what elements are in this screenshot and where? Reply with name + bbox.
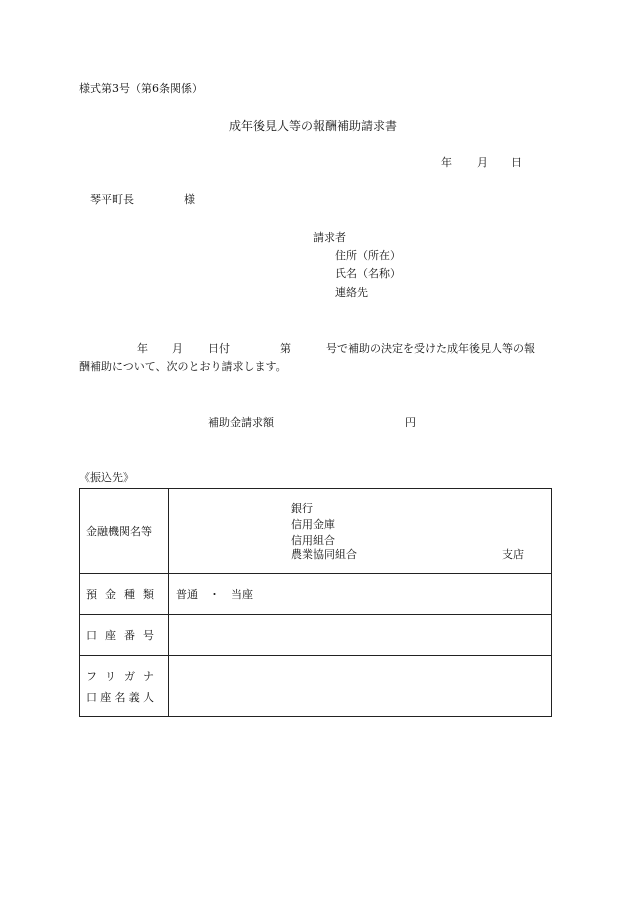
body-day-dated: 日付 — [208, 342, 230, 355]
deposit-type-label — [80, 574, 169, 615]
label-char: 口 — [86, 629, 97, 642]
label-char: 号 — [143, 629, 154, 642]
institution-type-credit-union: 信用組合 — [291, 534, 335, 547]
account-number-row — [80, 615, 552, 656]
body-number-prefix: 第 — [280, 342, 291, 355]
label-char: 義 — [128, 690, 140, 704]
institution-label: 金融機関名等 — [80, 489, 169, 574]
deposit-type-value: 普通 ・ 当座 — [169, 574, 552, 615]
requester-heading: 請求者 — [313, 231, 346, 244]
request-amount-label: 補助金請求額 — [208, 416, 274, 429]
institution-cell — [169, 489, 552, 574]
date-day: 日 — [511, 156, 522, 169]
label-char: ガ — [124, 669, 135, 683]
body-line1-rest: 号で補助の決定を受けた成年後見人等の報 — [326, 342, 535, 355]
bank-info-table — [79, 488, 552, 717]
account-holder-row — [80, 656, 552, 717]
account-holder-name-label — [86, 689, 154, 705]
label-char: 金 — [105, 588, 116, 601]
label-char: 名 — [114, 690, 126, 704]
label-char: 人 — [143, 690, 154, 704]
addressee-honorific: 様 — [184, 193, 195, 206]
label-char: リ — [105, 669, 116, 683]
institution-type-shinkin: 信用金庫 — [291, 518, 335, 531]
form-number: 様式第3号（第6条関係） — [79, 82, 203, 95]
account-holder-value — [169, 656, 552, 717]
label-char: 種 — [124, 588, 135, 601]
requester-name-label: 氏名（名称） — [335, 267, 401, 280]
document-title: 成年後見人等の報酬補助請求書 — [229, 119, 398, 133]
deposit-type-row — [80, 574, 552, 615]
account-number-value — [169, 615, 552, 656]
addressee-name: 琴平町長 — [90, 193, 134, 206]
requester-contact-label: 連絡先 — [335, 286, 368, 299]
label-char: 座 — [105, 629, 116, 642]
date-year: 年 — [441, 156, 452, 169]
label-char: フ — [86, 669, 97, 683]
request-amount-unit: 円 — [405, 416, 416, 429]
label-char: 類 — [143, 588, 154, 601]
account-number-label — [80, 615, 169, 656]
institution-row — [80, 489, 552, 574]
label-char: ナ — [143, 669, 154, 683]
institution-type-bank: 銀行 — [291, 502, 313, 515]
institution-type-agri-coop: 農業協同組合 — [291, 548, 357, 561]
account-holder-label — [80, 656, 169, 717]
label-char: 番 — [124, 629, 135, 642]
label-char: 口 — [86, 690, 97, 704]
date-month: 月 — [477, 156, 488, 169]
furigana-label — [86, 668, 154, 684]
label-char: 預 — [86, 588, 97, 601]
body-month: 月 — [172, 342, 183, 355]
label-char: 座 — [100, 690, 112, 704]
body-line2: 酬補助について、次のとおり請求します。 — [79, 360, 287, 373]
body-year: 年 — [137, 342, 148, 355]
branch-label: 支店 — [502, 548, 524, 561]
transfer-heading: 《振込先》 — [79, 471, 134, 484]
requester-address-label: 住所（所在） — [335, 249, 401, 262]
